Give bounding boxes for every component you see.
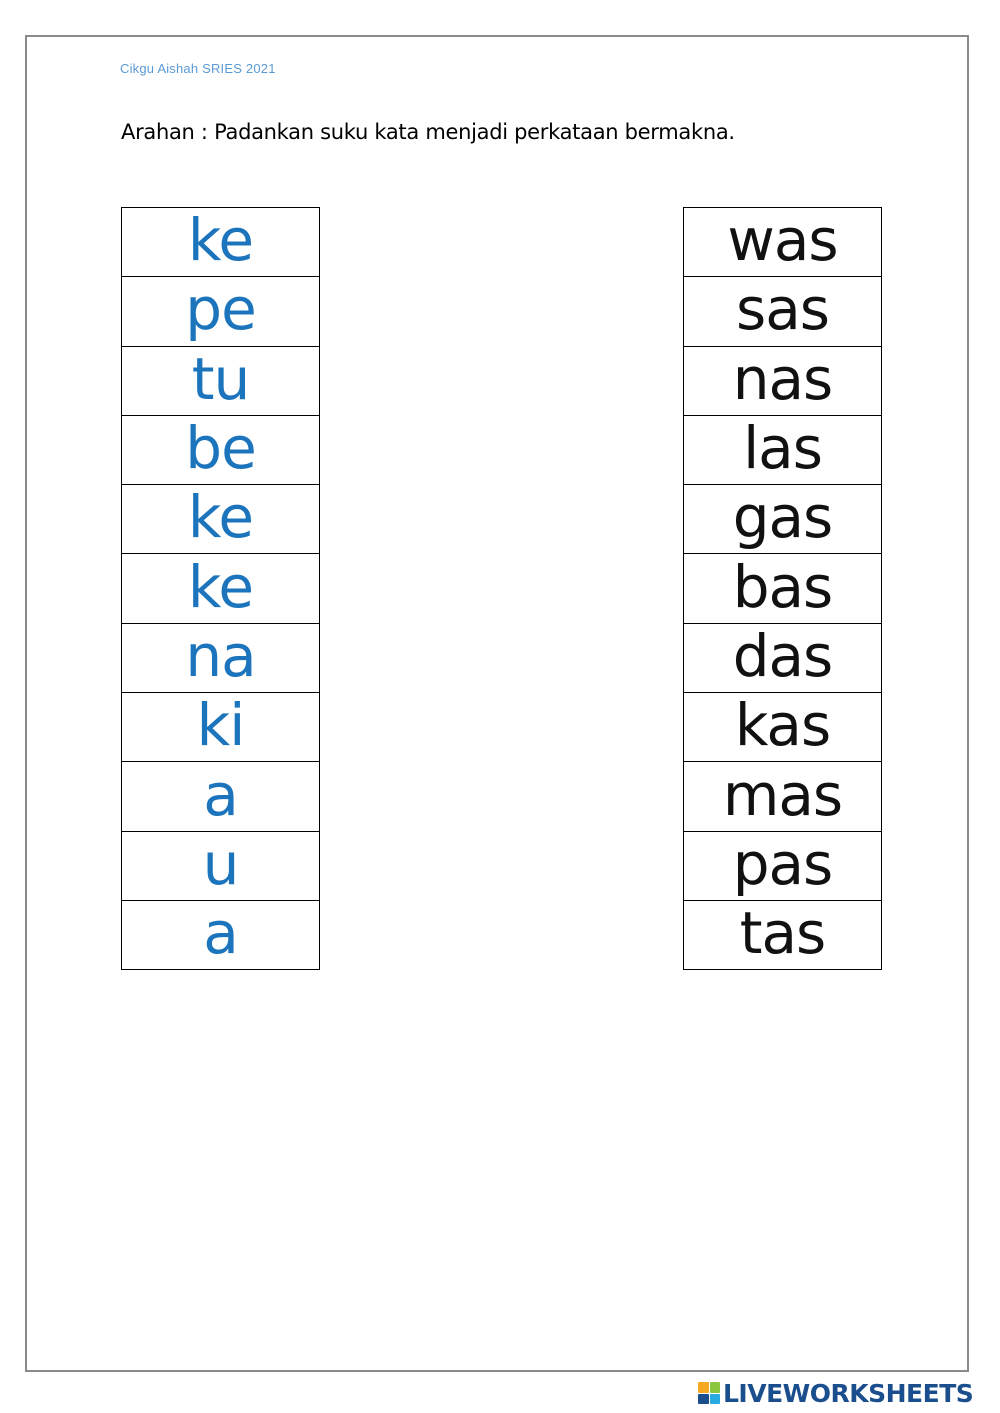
- syllable-left-7[interactable]: na: [121, 624, 320, 693]
- logo-square-3: [698, 1394, 709, 1405]
- syllable-right-2[interactable]: sas: [683, 277, 882, 346]
- syllable-left-4[interactable]: be: [121, 416, 320, 485]
- syllable-left-10[interactable]: u: [121, 832, 320, 901]
- syllable-column-left: [121, 207, 320, 970]
- syllable-right-4[interactable]: las: [683, 416, 882, 485]
- instruction-text: Arahan : Padankan suku kata menjadi perkataan bermakna.: [121, 120, 735, 144]
- brand-name: LIVEWORKSHEETS: [723, 1378, 974, 1408]
- syllable-column-right: [683, 207, 882, 970]
- author-credit: Cikgu Aishah SRIES 2021: [120, 61, 276, 76]
- syllable-right-9[interactable]: mas: [683, 762, 882, 831]
- syllable-right-3[interactable]: nas: [683, 347, 882, 416]
- syllable-left-2[interactable]: pe: [121, 277, 320, 346]
- logo-square-4: [710, 1394, 721, 1405]
- syllable-right-5[interactable]: gas: [683, 485, 882, 554]
- syllable-left-3[interactable]: tu: [121, 347, 320, 416]
- syllable-right-10[interactable]: pas: [683, 832, 882, 901]
- syllable-left-6[interactable]: ke: [121, 554, 320, 623]
- liveworksheets-brand: [698, 1378, 973, 1408]
- syllable-right-6[interactable]: bas: [683, 554, 882, 623]
- syllable-right-11[interactable]: tas: [683, 901, 882, 970]
- syllable-left-9[interactable]: a: [121, 762, 320, 831]
- liveworksheets-logo-icon: [698, 1382, 720, 1404]
- logo-square-1: [698, 1382, 709, 1393]
- syllable-right-7[interactable]: das: [683, 624, 882, 693]
- syllable-left-11[interactable]: a: [121, 901, 320, 970]
- syllable-left-1[interactable]: ke: [121, 208, 320, 277]
- syllable-right-8[interactable]: kas: [683, 693, 882, 762]
- logo-square-2: [710, 1382, 721, 1393]
- syllable-left-8[interactable]: ki: [121, 693, 320, 762]
- syllable-right-1[interactable]: was: [683, 208, 882, 277]
- syllable-left-5[interactable]: ke: [121, 485, 320, 554]
